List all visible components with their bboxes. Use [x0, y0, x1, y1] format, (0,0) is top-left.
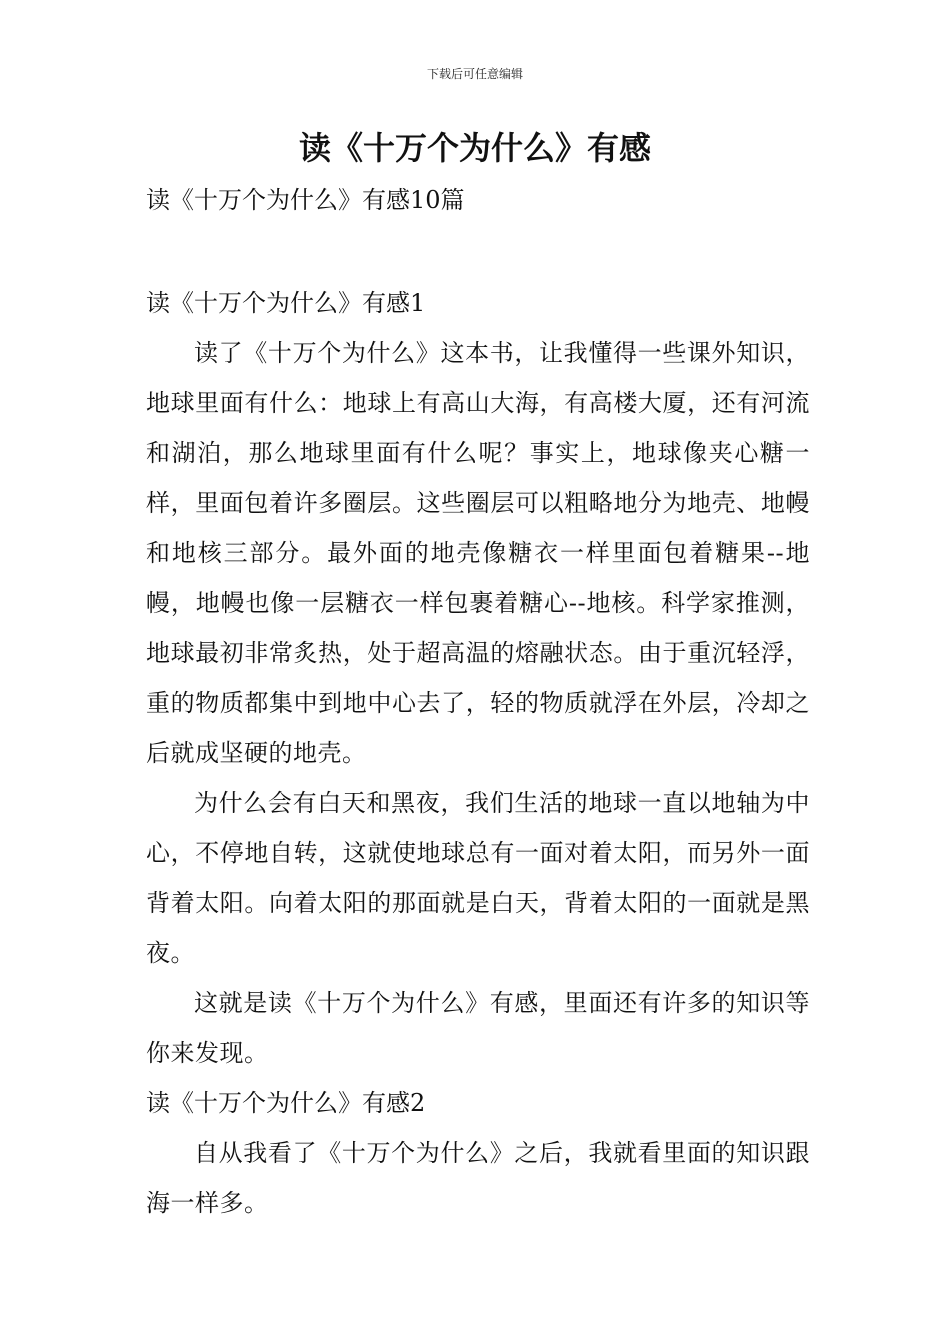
- paragraph: 这就是读《十万个为什么》有感，里面还有许多的知识等你来发现。: [146, 989, 810, 1067]
- paragraph: 读了《十万个为什么》这本书，让我懂得一些课外知识，地球里面有什么：地球上有高山大海，有高楼大厦，还有河流和湖泊，那么地球里面有什么呢？事实上，地球像夹心糖一样，里面包着许多圈层。这些圈层可以粗略地分为地壳、地幔和地核三部分。最外面的地壳像糖衣一样里面包着糖果--地幔，地幔也像一层糖衣一样包裹着糖心--地核。科学家推测，地球最初非常炙热，处于超高温的熔融状态。由于重沉轻浮，重的物质都集中到地中心去了，轻的物质就浮在外层，冷却之后就成坚硬的地壳。: [146, 339, 810, 767]
- section-heading-1: 读《十万个为什么》有感1: [146, 289, 426, 317]
- page-title: 读《十万个为什么》有感: [298, 129, 651, 167]
- paragraph: 为什么会有白天和黑夜，我们生活的地球一直以地轴为中心，不停地自转，这就使地球总有一面对着太阳，而另外一面背着太阳。向着太阳的那面就是白天，背着太阳的一面就是黑夜。: [146, 789, 810, 967]
- paragraph: 自从我看了《十万个为什么》之后，我就看里面的知识跟海一样多。: [146, 1139, 810, 1217]
- document-subtitle: 读《十万个为什么》有感10篇: [146, 186, 465, 214]
- document-body: [146, 278, 810, 1228]
- section-heading-2: 读《十万个为什么》有感2: [146, 1089, 426, 1117]
- header-note: 下载后可任意编辑: [426, 67, 523, 81]
